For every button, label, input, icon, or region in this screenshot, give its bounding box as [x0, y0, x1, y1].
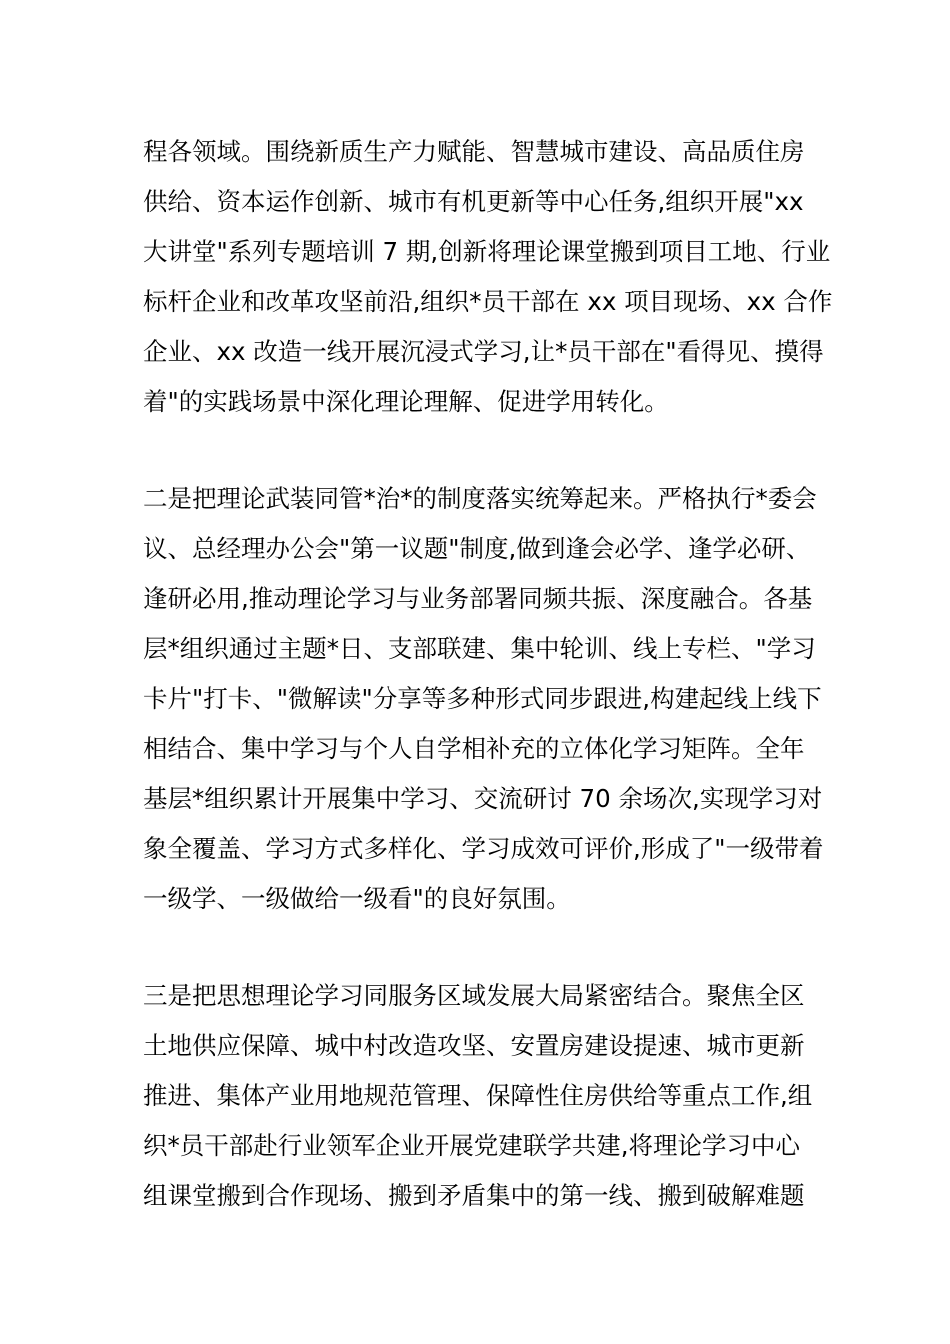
text-line: 大讲堂"系列专题培训 7 期,创新将理论课堂搬到项目工地、行业 — [143, 237, 831, 266]
text-line: 逢研必用,推动理论学习与业务部署同频共振、深度融合。各基 — [143, 584, 813, 613]
paragraph-3 — [143, 971, 813, 1221]
text-line: 议、总经理办公会"第一议题"制度,做到逢会必学、逢学必研、 — [143, 534, 811, 563]
text-line: 着"的实践场景中深化理论理解、促进学用转化。 — [143, 387, 669, 416]
text-line: 基层*组织累计开展集中学习、交流研讨 70 余场次,实现学习对 — [143, 784, 823, 813]
text-line: 织*员干部赴行业领军企业开展党建联学共建,将理论学习中心 — [143, 1131, 801, 1160]
text-line: 相结合、集中学习与个人自学相补充的立体化学习矩阵。全年 — [143, 734, 805, 763]
paragraph-2 — [143, 474, 824, 924]
text-line: 卡片"打卡、"微解读"分享等多种形式同步跟进,构建起线上线下 — [143, 684, 822, 713]
text-line: 土地供应保障、城中村改造攻坚、安置房建设提速、城市更新 — [143, 1031, 805, 1060]
paragraph-1 — [143, 127, 833, 427]
text-line: 推进、集体产业用地规范管理、保障性住房供给等重点工作,组 — [143, 1081, 813, 1110]
text-line: 组课堂搬到合作现场、搬到矛盾集中的第一线、搬到破解难题 — [143, 1181, 805, 1210]
text-line: 企业、xx 改造一线开展沉浸式学习,让*员干部在"看得见、摸得 — [143, 337, 824, 366]
text-line: 标杆企业和改革攻坚前沿,组织*员干部在 xx 项目现场、xx 合作 — [143, 287, 833, 316]
text-line: 三是把思想理论学习同服务区域发展大局紧密结合。聚焦全区 — [143, 981, 805, 1010]
text-line: 一级学、一级做给一级看"的良好氛围。 — [143, 884, 571, 913]
text-line: 层*组织通过主题*日、支部联建、集中轮训、线上专栏、"学习 — [143, 634, 816, 663]
text-line: 供给、资本运作创新、城市有机更新等中心任务,组织开展"xx — [143, 187, 804, 216]
text-line: 程各领域。围绕新质生产力赋能、智慧城市建设、高品质住房 — [143, 137, 805, 166]
text-line: 象全覆盖、学习方式多样化、学习成效可评价,形成了"一级带着 — [143, 834, 824, 863]
text-line: 二是把理论武装同管*治*的制度落实统筹起来。严格执行*委会 — [143, 484, 817, 513]
